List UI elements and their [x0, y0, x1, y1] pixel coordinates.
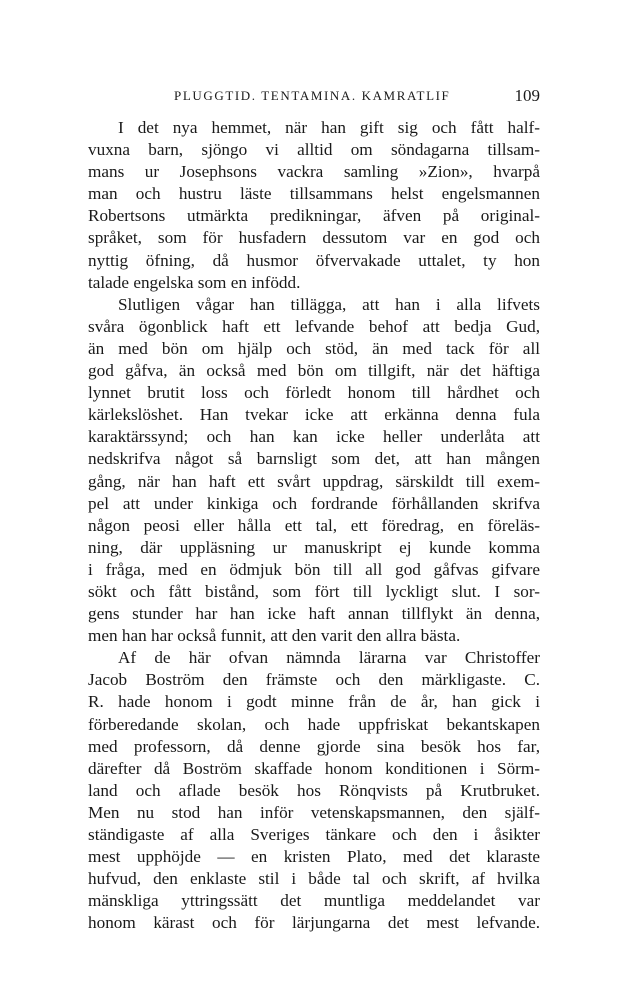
book-page	[88, 0, 540, 1007]
text-line: kärlekslöshet. Han tvekar icke att erkänna denna fula	[88, 405, 540, 425]
text-line: talade engelska som en infödd.	[88, 272, 301, 292]
text-line: någon peosi eller hålla ett tal, ett föredrag, en föreläs-	[88, 515, 540, 535]
running-head	[88, 86, 540, 108]
text-line: land och aflade besök hos Rönqvists på Krutbruket.	[88, 780, 540, 800]
text-line: svåra ögonblick haft ett lefvande behof att bedja Gud,	[88, 316, 540, 336]
text-line: mans ur Josephsons vackra samling »Zion», hvarpå	[88, 162, 540, 182]
text-line: man och hustru läste tillsammans helst engelsmannen	[88, 184, 540, 204]
text-line: mänskliga yttringssätt det muntliga meddelandet var	[88, 891, 540, 911]
text-line: hufvud, den enklaste stil i både tal och skrift, af hvilka	[88, 869, 540, 889]
text-line: Af de här ofvan nämnda lärarna var Christoffer	[118, 648, 540, 668]
text-line: honom kärast och för lärjungarna det mest lefvande.	[88, 913, 540, 933]
text-line: god gåfva, än också med bön om tillgift, när det häftiga	[88, 361, 540, 381]
text-line: men han har också funnit, att den varit den allra bästa.	[88, 626, 461, 646]
text-line: med professorn, då denne gjorde sina besök hos far,	[88, 736, 540, 756]
text-line: språket, som för husfadern dessutom var en god och	[88, 228, 540, 248]
text-line: lynnet brutit loss och förledt honom till hårdhet och	[88, 383, 540, 403]
text-line: än med bön om hjälp och stöd, än med tack för all	[88, 338, 540, 358]
text-line: gens stunder har han icke haft annan tillflykt än denna,	[88, 604, 540, 624]
text-line: därefter då Boström skaffade honom konditionen i Sörm-	[88, 758, 540, 778]
text-line: i fråga, med en ödmjuk bön till all god gåfvas gifvare	[88, 559, 540, 579]
page-number: 109	[514, 86, 540, 105]
text-line: Men nu stod han inför vetenskapsmannen, den själf-	[88, 802, 540, 822]
text-line: mest upphöjde — en kristen Plato, med det klaraste	[88, 847, 540, 867]
text-line: ning, där uppläsning ur manuskript ej kunde komma	[88, 537, 540, 557]
body-text	[88, 117, 540, 934]
text-line: förberedande skolan, och hade uppfriskat bekantskapen	[88, 714, 540, 734]
text-line: nyttig öfning, då husmor öfvervakade uttalet, ty hon	[88, 250, 540, 270]
text-line: R. hade honom i godt minne från de år, han gick i	[88, 692, 540, 712]
text-line: vuxna barn, sjöngo vi alltid om söndagarna tillsam-	[88, 140, 540, 160]
text-line: sökt och fått bistånd, som fört till lyckligt slut. I sor-	[88, 581, 540, 601]
text-line: Slutligen vågar han tillägga, att han i alla lifvets	[118, 294, 540, 314]
text-line: nedskrifva något så barnsligt som det, att han mången	[88, 449, 540, 469]
text-line: ständigaste af alla Sveriges tänkare och den i åsikter	[88, 825, 540, 844]
text-line: karaktärssynd; och han kan icke heller underlåta att	[88, 427, 540, 447]
text-line: pel att under kinkiga och fordrande förhållanden skrifva	[88, 493, 540, 513]
running-title: PLUGGTID. TENTAMINA. KAMRATLIF	[174, 88, 451, 103]
text-line: I det nya hemmet, när han gift sig och fått half-	[118, 118, 540, 137]
text-line: Jacob Boström den främste och den märkligaste. C.	[88, 670, 540, 690]
text-line: gång, när han haft ett svårt uppdrag, särskildt till exem-	[88, 471, 540, 491]
text-line: Robertsons utmärkta predikningar, äfven på original-	[88, 206, 540, 226]
